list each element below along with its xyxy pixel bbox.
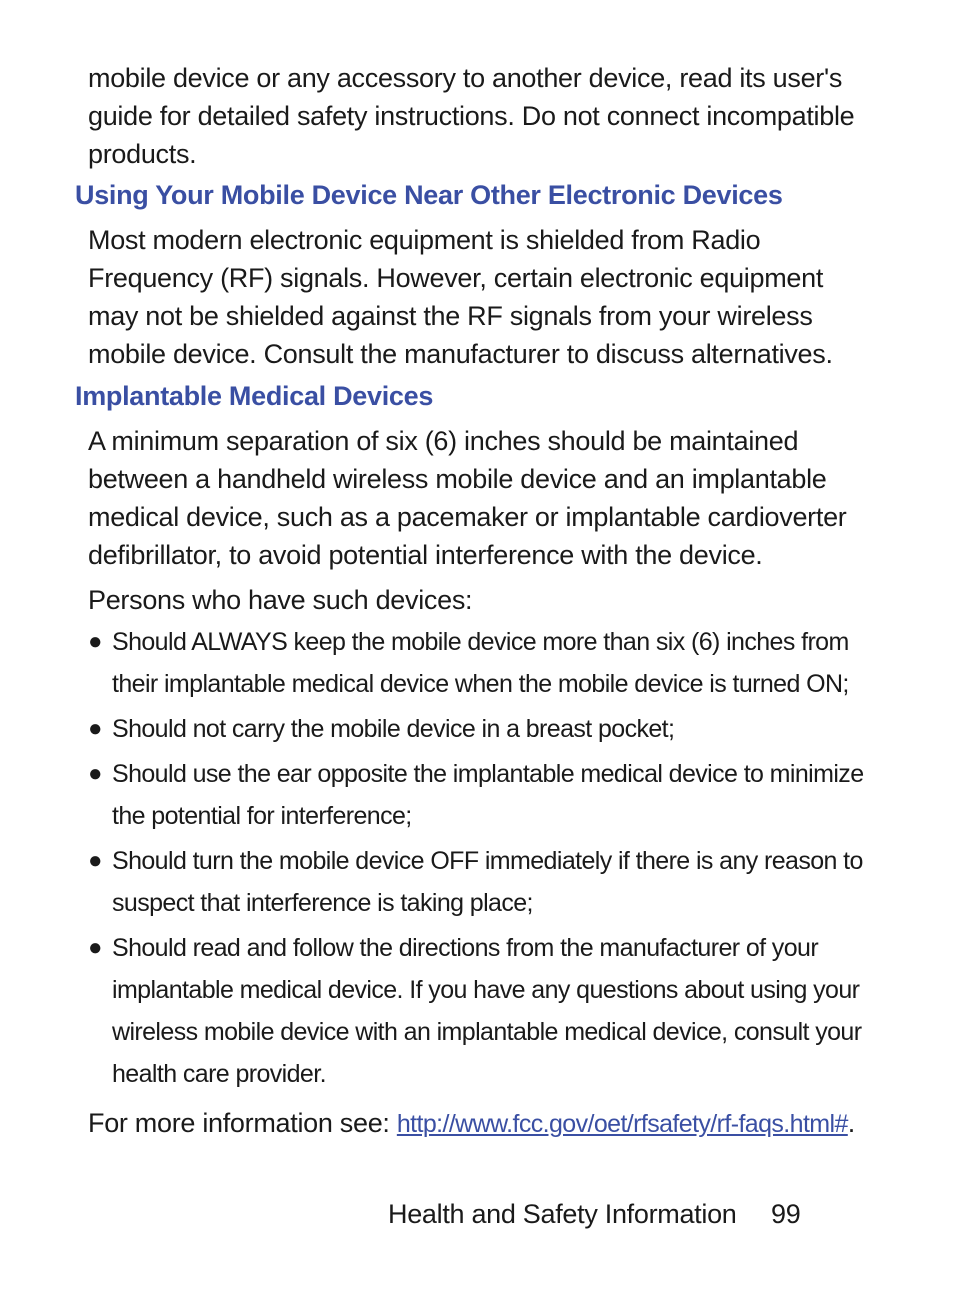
list-item-text: Should turn the mobile device OFF immediately if there is any reason to suspect that interference is taking place; [112,847,863,917]
bullet-dot-icon: ● [88,847,102,874]
bullet-dot-icon: ● [88,760,102,787]
more-info-line [88,1104,868,1143]
fcc-faq-link[interactable]: http://www.fcc.gov/oet/rfsafety/rf-faqs.html# [396,1110,848,1138]
heading-implantable-devices: Implantable Medical Devices [75,381,434,411]
implantable-devices-paragraph: A minimum separation of six (6) inches should be maintained between a handheld wireless mobile device and an implantable medical device, such as a pacemaker or implantable cardioverter defibrillator, to avoid potential interference with the device. [88,426,847,570]
list-item-text: Should use the ear opposite the implantable medical device to minimize the potential for interference; [112,760,864,830]
list-item-text: Should ALWAYS keep the mobile device more than six (6) inches from their implantable medical device when the mobile device is turned ON; [112,628,849,698]
bullet-dot-icon: ● [88,934,102,961]
heading-electronic-devices: Using Your Mobile Device Near Other Electronic Devices [75,180,783,210]
list-item [88,840,868,924]
electronic-devices-paragraph: Most modern electronic equipment is shielded from Radio Frequency (RF) signals. However, certain electronic equipment may not be shielded against the RF signals from your wireless mobile device. Consult the manufacturer to discuss alternatives. [88,225,833,369]
list-item [88,621,868,705]
footer-section-title: Health and Safety Information [388,1199,737,1229]
more-info-label: For more information see: [88,1108,397,1138]
persons-intro: Persons who have such devices: [88,585,473,615]
list-item [88,753,868,837]
bullet-dot-icon: ● [88,628,102,655]
bullet-dot-icon: ● [88,715,102,742]
intro-paragraph: mobile device or any accessory to another device, read its user's guide for detailed safety instructions. Do not connect incompatible products. [88,63,855,169]
more-info-end: . [847,1108,855,1138]
footer-page-number: 99 [771,1199,801,1229]
list-item-text: Should not carry the mobile device in a breast pocket; [112,715,675,743]
list-item-text: Should read and follow the directions from the manufacturer of your implantable medical device. If you have any questions about using your wireless mobile device with an implantable medical device, consult your health care provider. [112,934,862,1088]
list-item [88,708,868,750]
list-item [88,927,868,1095]
